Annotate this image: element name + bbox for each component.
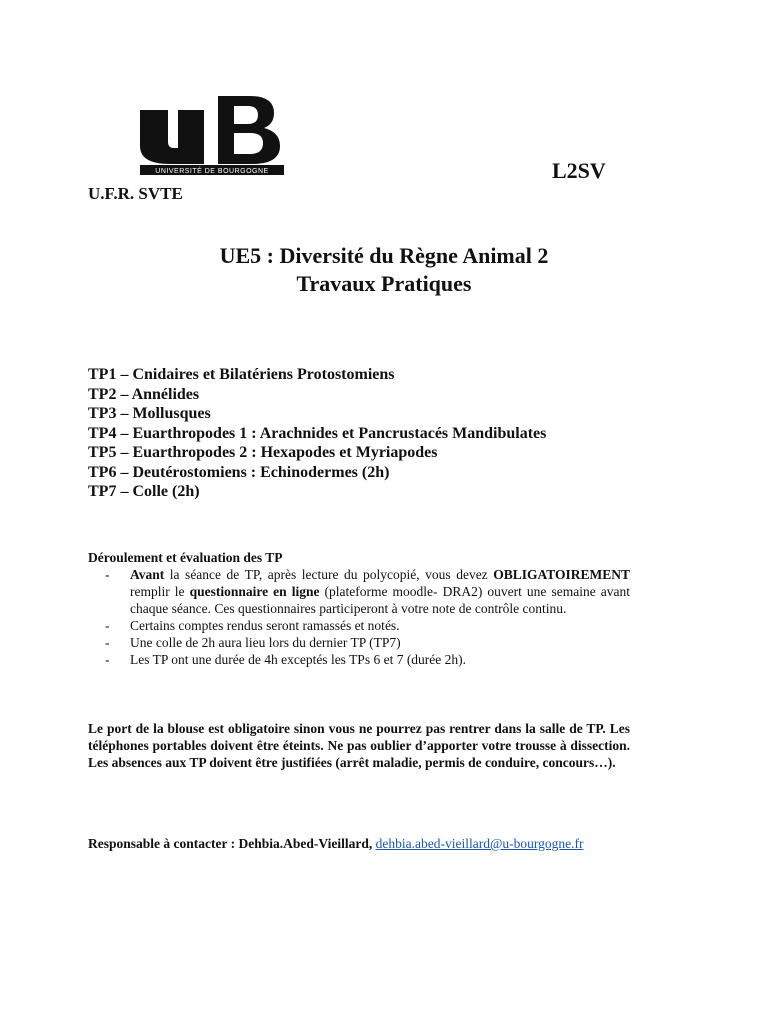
evaluation-item: - Une colle de 2h aura lieu lors du dernier TP (TP7) xyxy=(130,634,630,651)
evaluation-item: - Certains comptes rendus seront ramassés et notés. xyxy=(130,617,630,634)
ufr-label: U.F.R. SVTE xyxy=(88,184,183,203)
tp-item: TP3 – Mollusques xyxy=(88,405,211,422)
evaluation-item: - Les TP ont une durée de 4h exceptés les TPs 6 et 7 (durée 2h). xyxy=(130,651,630,668)
university-logo xyxy=(138,96,286,176)
contact-label: Responsable à contacter : Dehbia.Abed-Vieillard, xyxy=(88,836,376,851)
tp-item: TP1 – Cnidaires et Bilatériens Protostomiens xyxy=(88,366,395,383)
tp-item: TP7 – Colle (2h) xyxy=(88,483,200,500)
contact-line xyxy=(88,836,583,852)
page-subtitle: Travaux Pratiques xyxy=(296,271,472,296)
rules-notice: Le port de la blouse est obligatoire sinon vous ne pourrez pas rentrer dans la salle de TP. Les téléphones portables doivent être éteints. Ne pas oublier d’apporter votre trousse à dissection. Les absences aux TP doivent être justifiées (arrêt maladie, permis de conduire, concours…). xyxy=(88,721,630,770)
tp-item: TP2 – Annélides xyxy=(88,385,200,403)
tp-item: TP6 – Deutérostomiens : Echinodermes (2h) xyxy=(88,463,390,481)
page-title: UE5 : Diversité du Règne Animal 2 xyxy=(219,243,549,268)
contact-email-link[interactable]: dehbia.abed-vieillard@u-bourgogne.fr xyxy=(375,836,584,851)
tp-item: TP5 – Euarthropodes 2 : Hexapodes et Myriapodes xyxy=(88,444,438,461)
level-label: L2SV xyxy=(552,158,606,183)
tp-item: TP4 – Euarthropodes 1 : Arachnides et Pancrustacés Mandibulates xyxy=(88,424,547,442)
logo-caption: UNIVERSITÉ DE BOURGOGNE xyxy=(155,168,269,175)
evaluation-item: - Avant la séance de TP, après lecture du polycopié, vous devez OBLIGATOIREMENT remplir le questionnaire en ligne (plateforme moodle- DRA2) ouvert une semaine avant chaque séance. Ces questionnaires participeront à votre note de contrôle continu. xyxy=(130,566,630,617)
evaluation-list xyxy=(130,566,630,668)
evaluation-heading: Déroulement et évaluation des TP xyxy=(88,550,283,565)
tp-list xyxy=(88,365,546,502)
